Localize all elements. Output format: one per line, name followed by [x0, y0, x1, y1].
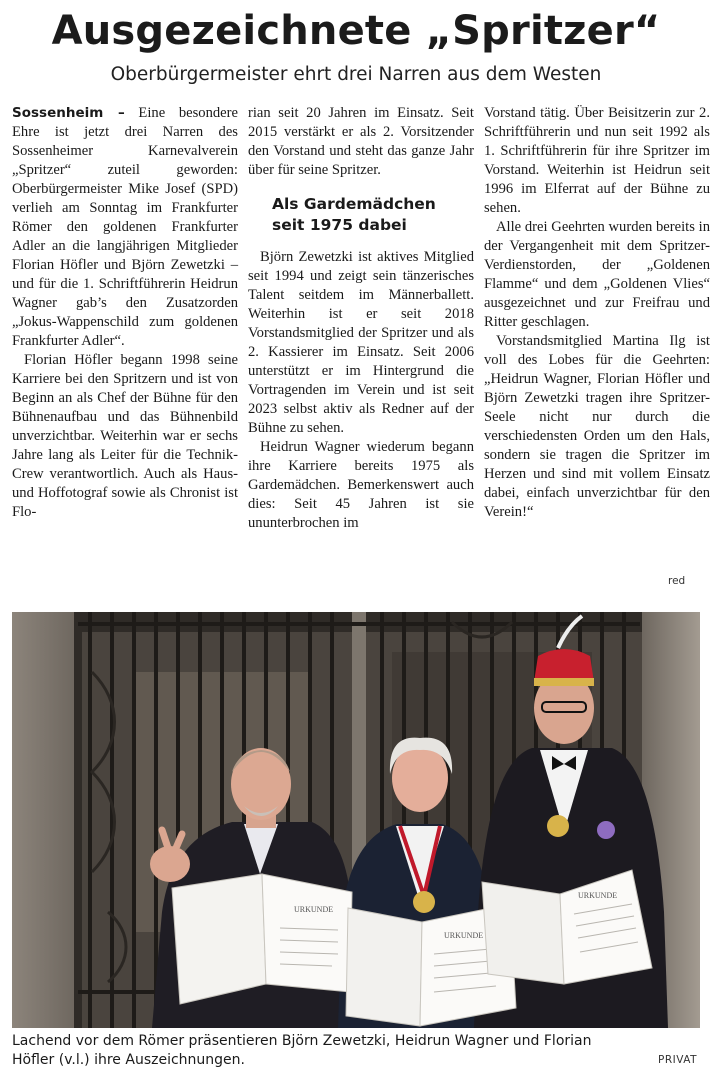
photo-caption: Lachend vor dem Römer präsentieren Björn Zewetzki, Heidrun Wagner und Florian Höfler (v.l.) ihre Auszeichnungen.: [12, 1033, 592, 1068]
certificate-left: [172, 874, 352, 1004]
article-paragraph: Heidrun Wagner wiederum begann ihre Karriere bereits 1975 als Gardemädchen. Bemerkenswert auch dies: Seit 45 Jahren ist sie ununterbrochen im: [248, 439, 474, 531]
news-photo: [12, 612, 700, 1028]
article-paragraph: Florian Höfler begann 1998 seine Karriere bei den Spritzern und ist von Beginn an als Chef der Bühne für den Bühnenaufbau und das Bühnenbild unverzichtbar. Weiterhin war er sechs Jahre lang als Leiter für die Technik-Crew verantwortlich. Auch als Haus- und Hoffotograf sowie als Chronist ist Flo-: [12, 352, 238, 520]
article-column-3: [484, 104, 710, 522]
article-column-1: [12, 104, 238, 522]
photo-illustration: [12, 612, 700, 1028]
article-paragraph: rian seit 20 Jahren im Einsatz. Seit 2015 verstärkt er als 2. Vorsitzender den Vorstand und steht das ganze Jahr über für seine Spritzer.: [248, 105, 474, 178]
subhead-line: seit 1975 dabei: [272, 216, 407, 234]
headline: Ausgezeichnete „Spritzer“: [51, 8, 661, 54]
stone-column-left: [12, 612, 74, 1028]
article-paragraph: Alle drei Geehrten wurden bereits in der Vergangenheit mit dem Spritzer-Verdienstorden, der „Goldenen Flamme“ und dem „Goldenen Vlies“ ausgezeichnet und zur Freifrau und Ritter geschlagen.: [484, 219, 710, 330]
photo-credit: PRIVAT: [658, 1054, 698, 1066]
article-paragraph: Vorstandsmitglied Martina Ilg ist voll des Lobes für die Geehrten: „Heidrun Wagner, Florian Höfler und Björn Zewetzki tragen ihre Spritzer-Seele nicht nur durch die verschiedensten Orden um den Hals, sondern sie tragen die Spritzer im Herzen und sind mit vollem Einsatz dabei, einfach unverzichtbar für den Verein!“: [484, 333, 710, 520]
subhead-line: Als Gardemädchen: [272, 195, 436, 213]
article-column-2: [248, 104, 474, 533]
paragraph-text: Eine besondere Ehre ist jetzt drei Narren des Sossenheimer Karnevalverein „Spritzer“ zuteil geworden: Oberbürgermeister Mike Josef (SPD) verlieh am Sonntag im Frankfurter Römer den goldenen Frankfurter Adler an die langjährigen Mitglieder Florian Höfler und Björn Zewetzki – und für die 1. Schriftführerin Heidrun Wagner gab’s den Zusatzorden „Jokus-Wappenschild zum goldenen Frankfurter Adler“.: [12, 105, 238, 349]
certificate-label: URKUNDE: [294, 905, 334, 914]
author-tag: red: [668, 575, 686, 587]
article-paragraph: [12, 104, 238, 351]
dateline: Sossenheim –: [12, 105, 125, 121]
article-paragraph: Vorstand tätig. Über Beisitzerin zur 2. Schriftführerin und nun seit 1992 als 1. Schriftführerin für ihre Spritzer im Vorstand. Weiterhin ist Heidrun seit 1996 im Elferrat auf der Bühne zu sehen.: [484, 105, 710, 216]
certificate-label: URKUNDE: [444, 931, 484, 940]
article-paragraph: Björn Zewetzki ist aktives Mitglied seit 1994 und zeigt sein tänzerisches Talent seitdem im Männerballett. Weiterhin ist er seit 2018 Vorstandsmitglied der Spritzer und als 2. Kassierer im Einsatz. Seit 2006 unterstützt er im Hintergrund die Vortragenden im Verein und ist seit 2023 selbst aktiv als Redner auf der Bühne zu sehen.: [248, 249, 474, 436]
section-subhead: [272, 194, 474, 236]
subheadline: Oberbürgermeister ehrt drei Narren aus dem Westen: [110, 64, 602, 85]
certificate-label: URKUNDE: [578, 891, 618, 900]
